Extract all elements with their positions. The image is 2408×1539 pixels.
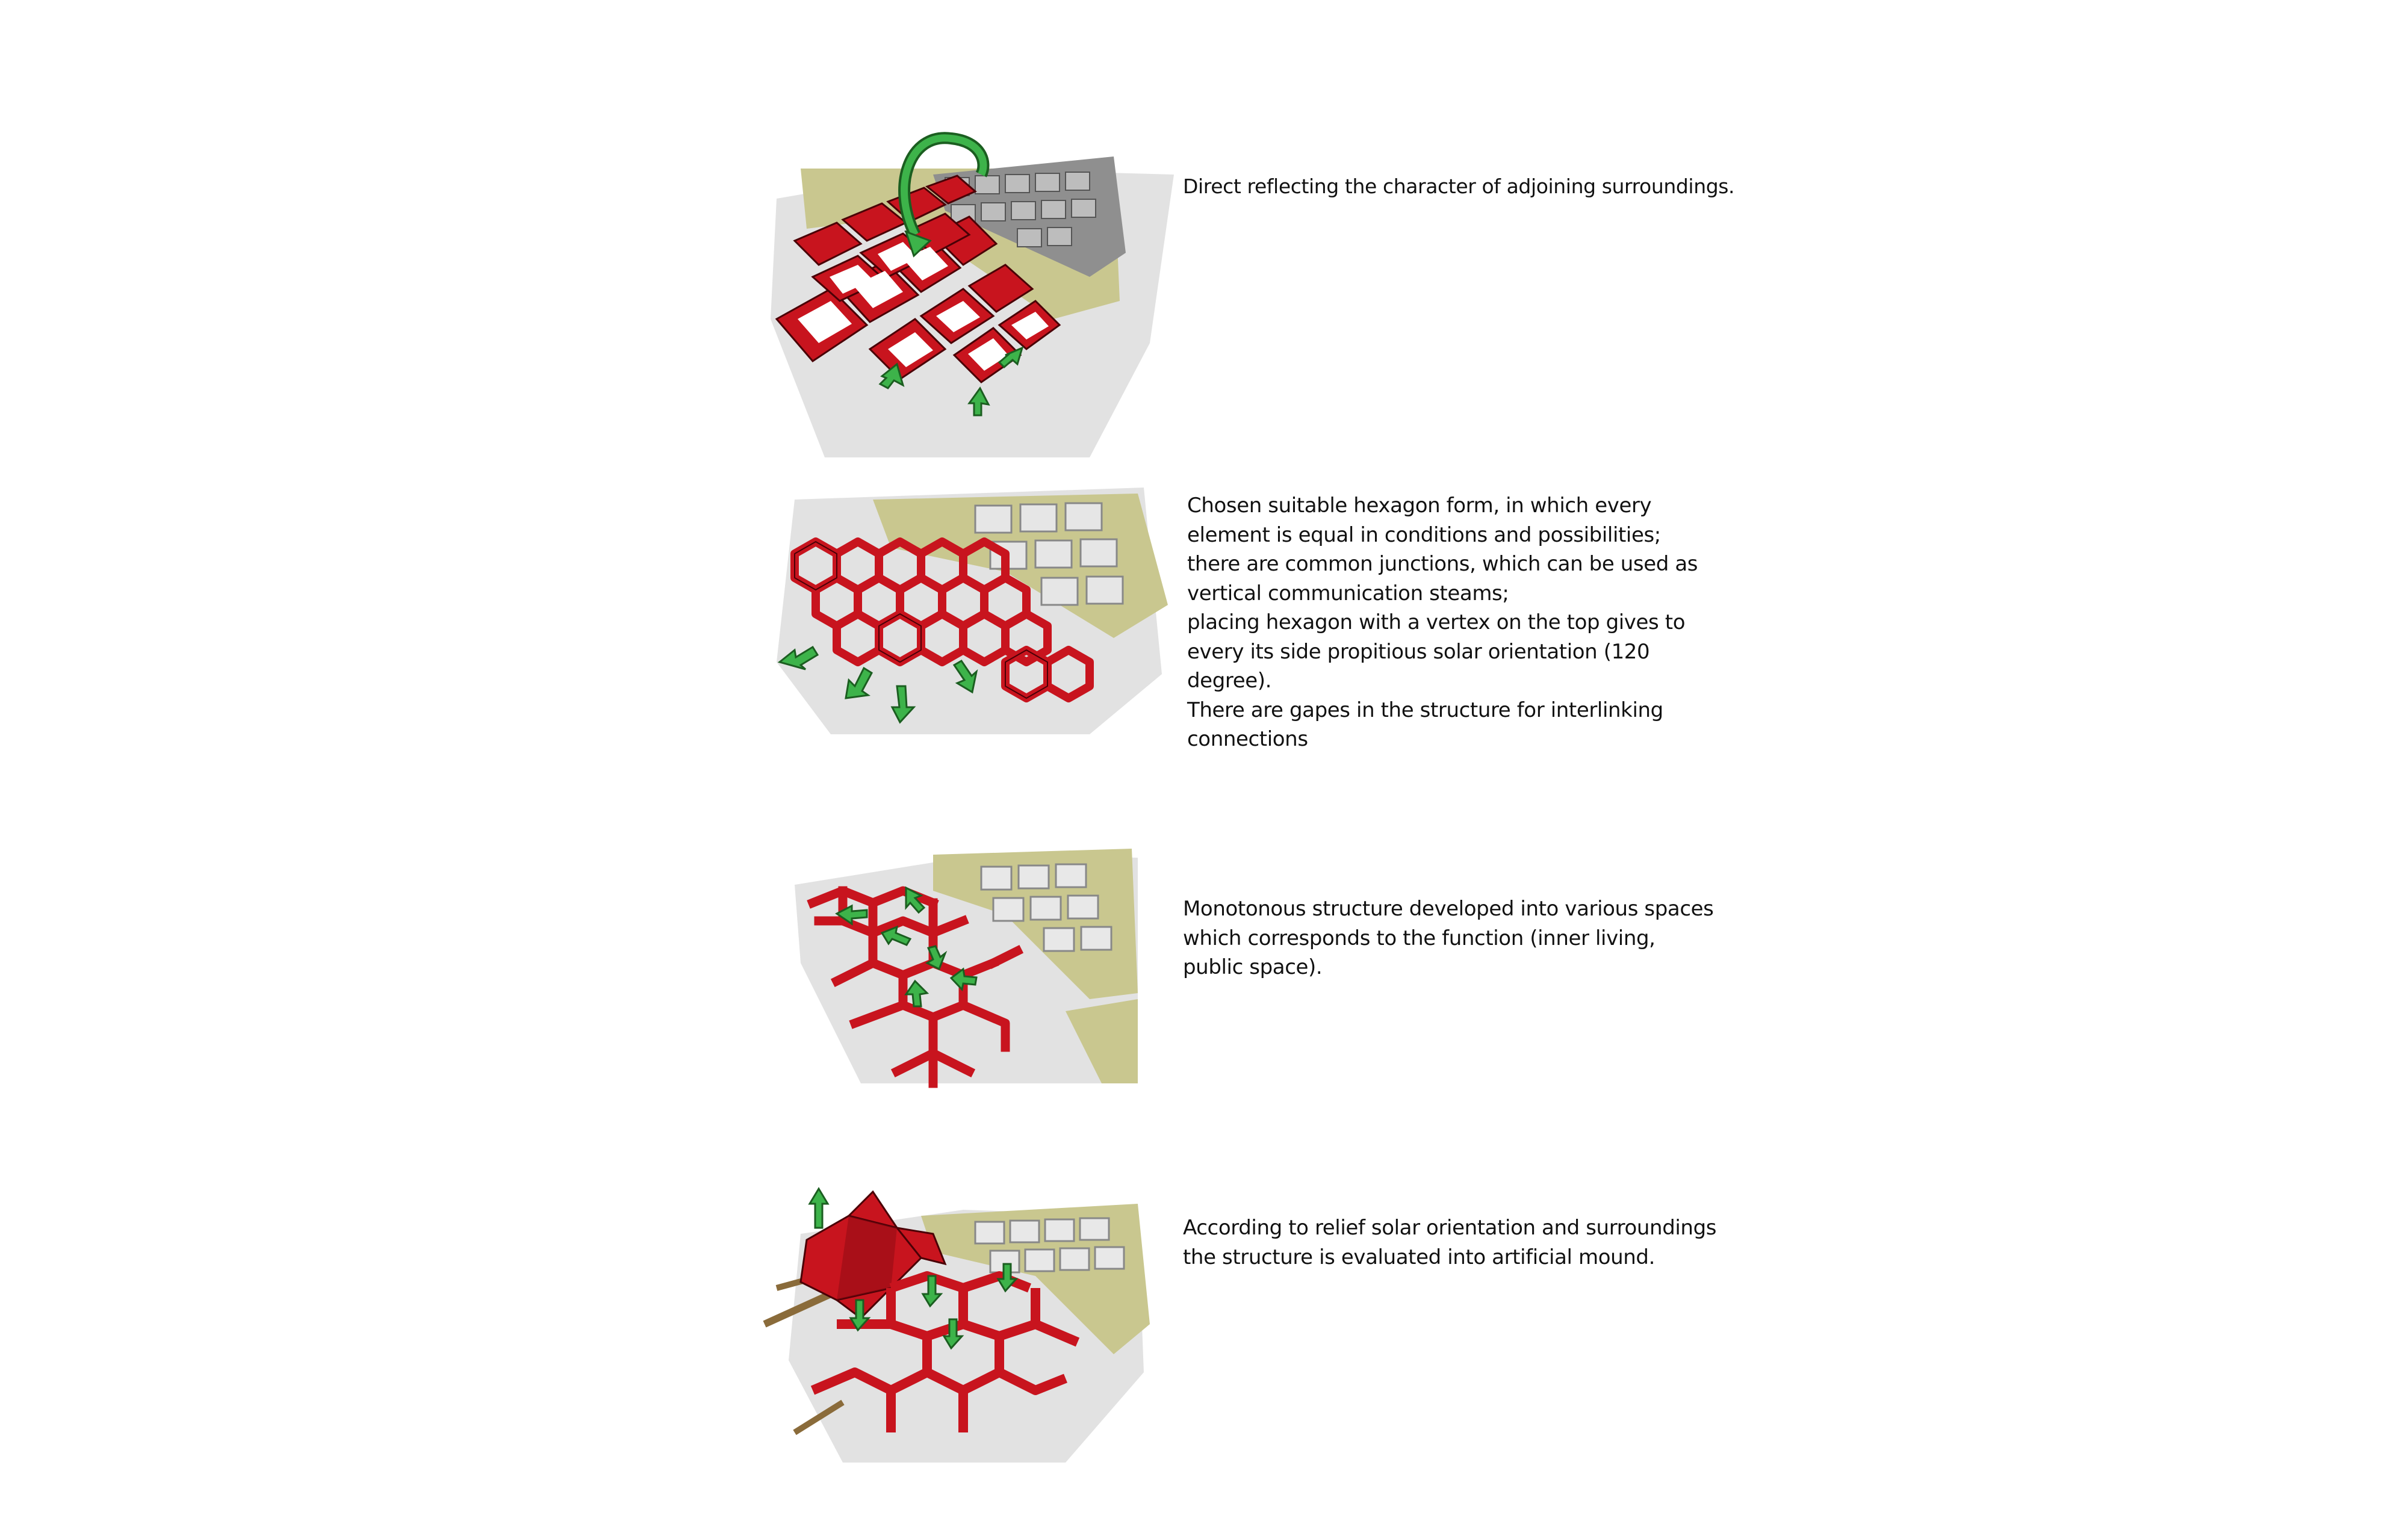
step-3-caption: Monotonous structure developed into various spaces which corresponds to the function (inner living, public space).: [1183, 897, 1714, 979]
step-4-caption: According to relief solar orientation and surroundings the structure is evaluated into artificial mound.: [1183, 1216, 1717, 1269]
step-2-caption: Chosen suitable hexagon form, in which every element is equal in conditions and possibilities; there are common junctions, which can be used as vertical communication steams; placing hexagon with a vertex on the top gives to every its side propitious solar orientation (120 degree). There are gapes in the structure for interlinking connections: [1187, 494, 1698, 751]
hexagon-grid-diagram: [752, 482, 1174, 758]
branching-hexagon-diagram: [752, 843, 1174, 1095]
step-3-panel: [752, 843, 1776, 1095]
step-1-panel: [752, 120, 1776, 457]
step-4-panel: [752, 1180, 1776, 1463]
grid-blocks-diagram: [752, 120, 1174, 457]
artificial-mound-diagram: [752, 1180, 1174, 1463]
step-1-caption: Direct reflecting the character of adjoining surroundings.: [1183, 175, 1735, 198]
step-2-panel: [752, 482, 1776, 758]
